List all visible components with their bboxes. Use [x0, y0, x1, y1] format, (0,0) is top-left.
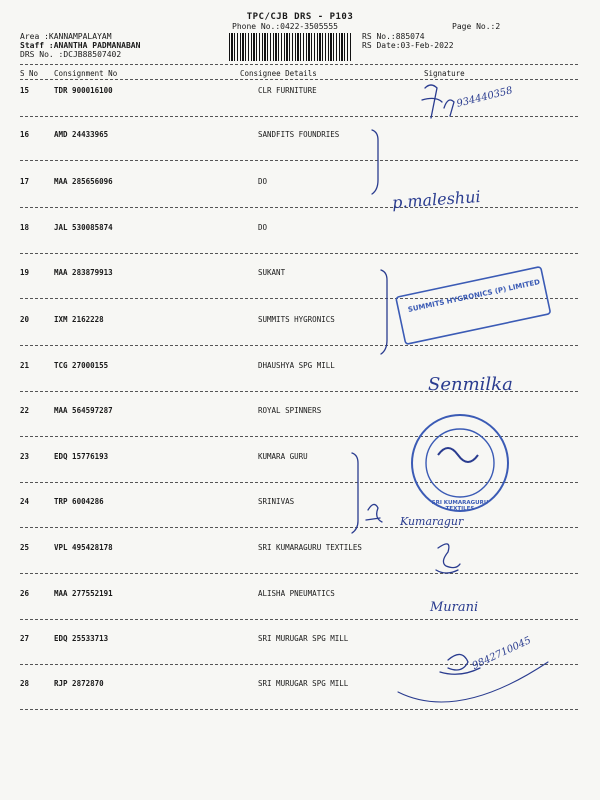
row-consignment: RJP 2872870	[54, 679, 104, 688]
table-row	[0, 452, 600, 496]
table-row	[0, 497, 600, 541]
phone-number: Phone No.:0422-3505555	[232, 22, 338, 31]
signature-senmilka: Senmilka	[428, 374, 513, 395]
row-consignment: VPL 495428178	[54, 543, 113, 552]
row-sno: 20	[20, 315, 30, 324]
row-sno: 25	[20, 543, 30, 552]
row-consignee: SRINIVAS	[258, 497, 295, 506]
row-consignee: DHAUSHYA SPG MILL	[258, 361, 335, 370]
row-sno: 23	[20, 452, 30, 461]
table-row	[0, 634, 600, 678]
row-divider	[20, 619, 578, 620]
row-divider	[20, 709, 578, 710]
staff-field: Staff :ANANTHA PADMANABAN	[20, 41, 141, 50]
table-row	[0, 543, 600, 587]
row-consignee: ROYAL SPINNERS	[258, 406, 322, 415]
row-consignment: JAL 530085874	[54, 223, 113, 232]
signature-kumaragur: Kumaragur	[400, 515, 464, 528]
row-sno: 27	[20, 634, 30, 643]
row-consignee: SUKANT	[258, 268, 286, 277]
row-sno: 15	[20, 86, 30, 95]
row-divider	[20, 207, 578, 208]
signature-murani: Murani	[430, 600, 479, 615]
row-sno: 22	[20, 406, 30, 415]
row-divider	[20, 253, 578, 254]
row-divider	[20, 664, 578, 665]
row-sno: 28	[20, 679, 30, 688]
header-divider	[20, 64, 578, 65]
rs-date: RS Date:03-Feb-2022	[362, 41, 454, 50]
table-row	[0, 315, 600, 359]
row-consignment: MAA 285656096	[54, 177, 113, 186]
row-sno: 18	[20, 223, 30, 232]
row-consignment: TDR 900016100	[54, 86, 113, 95]
barcode	[229, 33, 351, 61]
row-divider	[20, 573, 578, 574]
row-divider	[20, 482, 578, 483]
row-consignee: DO	[258, 223, 268, 232]
row-consignee: ALISHA PNEUMATICS	[258, 589, 335, 598]
row-consignee: SRI KUMARAGURU TEXTILES	[258, 543, 362, 552]
stamp-kumaraguru-text: SRI KUMARAGURU TEXTILES	[431, 500, 489, 512]
table-row	[0, 679, 600, 723]
row-consignment: TRP 6004286	[54, 497, 104, 506]
stamp-summits-text: SUMMITS HYGRONICS (P) LIMITED	[407, 278, 541, 314]
row-consignee: SANDFITS FOUNDRIES	[258, 130, 340, 139]
row-consignee: DO	[258, 177, 268, 186]
signature-phone-1: 934440358	[455, 85, 514, 110]
row-divider	[20, 160, 578, 161]
row-consignee: SRI MURUGAR SPG MILL	[258, 634, 349, 643]
row-consignee: SUMMITS HYGRONICS	[258, 315, 335, 324]
area-field: Area :KANNAMPALAYAM	[20, 32, 112, 41]
table-row	[0, 130, 600, 174]
col-consignment: Consignment No	[54, 69, 118, 78]
table-row	[0, 177, 600, 221]
row-sno: 16	[20, 130, 30, 139]
row-consignment: MAA 283879913	[54, 268, 113, 277]
row-sno: 24	[20, 497, 30, 506]
row-sno: 17	[20, 177, 30, 186]
col-signature: Signature	[424, 69, 465, 78]
row-consignment: EDQ 15776193	[54, 452, 109, 461]
signature-phone-2: 9842710045	[470, 635, 533, 672]
col-sno: S No	[20, 69, 39, 78]
row-divider	[20, 298, 578, 299]
signature-maleshui: p.maleshui	[391, 186, 482, 213]
row-consignment: TCG 27000155	[54, 361, 109, 370]
col-consignee: Consignee Details	[240, 69, 317, 78]
row-sno: 21	[20, 361, 30, 370]
row-consignment: EDQ 25533713	[54, 634, 109, 643]
row-consignment: MAA 277552191	[54, 589, 113, 598]
row-consignment: AMD 24433965	[54, 130, 109, 139]
page-number: Page No.:2	[452, 22, 501, 31]
table-row	[0, 406, 600, 450]
row-consignment: IXM 2162228	[54, 315, 104, 324]
column-header-divider	[20, 79, 578, 80]
row-consignment: MAA 564597287	[54, 406, 113, 415]
row-divider	[20, 116, 578, 117]
row-divider	[20, 345, 578, 346]
drs-number: DRS No. :DCJB88507402	[20, 50, 122, 59]
sheet-title: TPC/CJB DRS - P103	[246, 12, 354, 22]
table-row	[0, 223, 600, 267]
row-divider	[20, 527, 578, 528]
row-sno: 26	[20, 589, 30, 598]
table-row	[0, 589, 600, 633]
row-consignee: SRI MURUGAR SPG MILL	[258, 679, 349, 688]
row-consignee: CLR FURNITURE	[258, 86, 317, 95]
row-consignee: KUMARA GURU	[258, 452, 308, 461]
row-sno: 19	[20, 268, 30, 277]
rs-number: RS No.:885074	[362, 32, 425, 41]
row-divider	[20, 436, 578, 437]
